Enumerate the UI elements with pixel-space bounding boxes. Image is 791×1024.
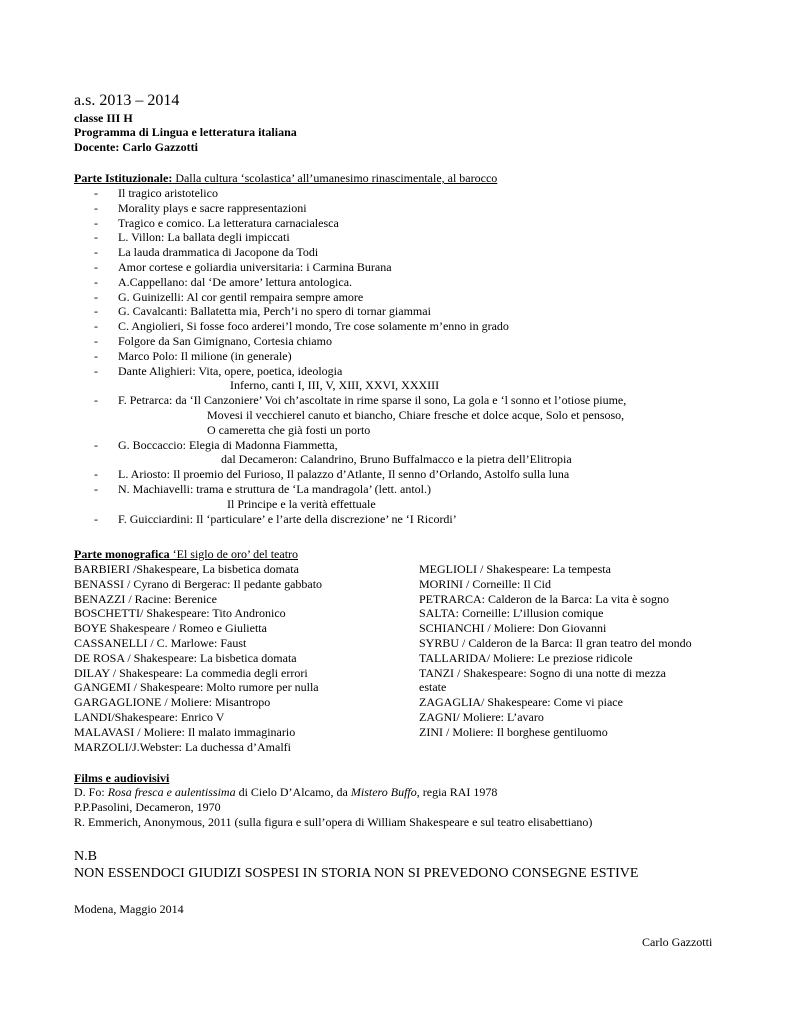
student-assignment: ZINI / Moliere: Il borghese gentiluomo [419,724,608,739]
list-item-text: F. Petrarca: da ‘Il Canzoniere’ Voi ch’ascoltate in rime sparse il sono, La gola e ‘l sonno et l’otiose piume, [118,393,627,408]
list-item-text: G. Cavalcanti: Ballatetta mia, Perch’i no spero di tornar giammai [118,304,431,319]
list-item [94,334,626,349]
bullet-dash: - [94,511,98,526]
student-assignment: estate [419,680,447,695]
bullet-dash: - [94,348,98,363]
list-item-text: Dante Alighieri: Vita, opere, poetica, ideologia [118,363,343,378]
bullet-dash: - [94,274,98,289]
student-assignment: BARBIERI /Shakespeare, La bisbetica domata [74,562,299,576]
bullet-dash: - [94,259,98,274]
list-item-text: Amor cortese e goliardia universitaria: i Carmina Burana [118,259,392,274]
list-item-continuation: Inferno, canti I, III, V, XIII, XXVI, XXXIII [230,378,440,393]
film-1-source: Mistero Buffo [350,785,417,799]
list-item-text: Tragico e comico. La letteratura carnacialesca [118,215,339,230]
student-assignment: SALTA: Corneille: L’illusion comique [419,606,604,621]
films-label: Films e audiovisivi [74,771,170,785]
list-item-text: Folgore da San Gimignano, Cortesia chiamo [118,333,332,348]
bullet-dash: - [94,467,98,482]
list-item [94,260,626,275]
film-line-3: R. Emmerich, Anonymous, 2011 (sulla figura e sull’opera di William Shakespeare e sul teatro elisabettiano) [74,815,593,829]
list-item [94,349,626,364]
list-item-text: Il tragico aristotelico [118,186,218,200]
list-item [94,482,626,512]
film-1-middle: di Cielo D’Alcamo, da [235,785,351,799]
teacher-label: Docente: Carlo Gazzotti [74,140,198,154]
bullet-dash: - [94,333,98,348]
monographic-right-column [419,562,692,740]
bullet-dash: - [94,393,98,408]
student-assignment: TANZI / Shakespeare: Sogno di una notte di mezza [419,665,666,680]
list-item-text: Marco Polo: Il milione (in generale) [118,348,292,363]
student-assignment: SYRBU / Calderon de la Barca: Il gran teatro del mondo [419,635,692,650]
list-item [94,512,626,527]
student-assignment: ZAGAGLIA/ Shakespeare: Come vi piace [419,695,623,710]
institutional-title: Dalla cultura ‘scolastica’ all’umanesimo rinascimentale, al barocco [172,171,498,185]
list-item [94,467,626,482]
monographic-label: Parte monografica [74,547,170,561]
student-assignment: PETRARCA: Calderon de la Barca: La vita è sogno [419,591,669,606]
list-item [94,393,626,437]
list-item-text: La lauda drammatica di Jacopone da Todi [118,245,319,260]
list-item [94,290,626,305]
student-assignment: MEGLIOLI / Shakespeare: La tempesta [419,562,611,576]
film-1-end: , regia RAI 1978 [416,785,498,799]
bullet-dash: - [94,481,98,496]
bullet-dash: - [94,245,98,260]
list-item-continuation: Movesi il vecchierel canuto et biancho, Chiare fresche et dolce acque, Solo et pensoso, [207,407,625,422]
student-assignment: LANDI/Shakespeare: Enrico V [74,709,225,724]
monographic-title: ‘El siglo de oro’ del teatro [169,547,299,561]
bullet-dash: - [94,363,98,378]
bullet-dash: - [94,437,98,452]
list-item [94,319,626,334]
student-assignment: BOYE Shakespeare / Romeo e Giulietta [74,621,267,636]
bullet-dash: - [94,215,98,230]
list-item-text: C. Angiolieri, Si fosse foco arderei’l mondo, Tre cose solamente m’enno in grado [118,319,509,334]
list-item-continuation: dal Decameron: Calandrino, Bruno Buffalmacco e la pietra dell’Elitropia [221,452,572,467]
monographic-left-column [74,562,322,754]
list-item [94,201,626,216]
place-date: Modena, Maggio 2014 [74,902,184,916]
student-assignment: BOSCHETTI/ Shakespeare: Tito Andronico [74,606,286,621]
class-label: classe III H [74,111,133,125]
institutional-heading [74,171,497,186]
list-item-text: N. Machiavelli: trama e struttura de ‘La mandragola’ (lett. antol.) [118,481,431,496]
bullet-dash: - [94,319,98,334]
student-assignment: GANGEMI / Shakespeare: Molto rumore per nulla [74,680,319,695]
list-item-text: G. Guinizelli: Al cor gentil rempaira sempre amore [118,289,364,304]
student-assignment: BENAZZI / Racine: Berenice [74,591,217,606]
list-item-text: L. Villon: La ballata degli impiccati [118,230,290,245]
list-item-text: A.Cappellano: dal ‘De amore’ lettura antologica. [118,274,353,289]
bullet-dash: - [94,304,98,319]
signature: Carlo Gazzotti [642,935,713,949]
list-item [94,275,626,290]
institutional-label: Parte Istituzionale: [74,171,173,185]
bullet-dash: - [94,186,98,200]
list-item-text: G. Boccaccio: Elegia di Madonna Fiammetta, [118,437,338,452]
student-assignment: ZAGNI/ Moliere: L’avaro [419,709,544,724]
film-line-2: P.P.Pasolini, Decameron, 1970 [74,800,221,814]
monographic-heading [74,547,298,562]
student-assignment: MARZOLI/J.Webster: La duchessa d’Amalfi [74,739,291,754]
list-item [94,186,626,201]
film-1-title: Rosa fresca e aulentissima [107,785,236,799]
bullet-dash: - [94,289,98,304]
nb-label: N.B [74,849,97,864]
program-title: Programma di Lingua e letteratura italiana [74,125,297,139]
bullet-dash: - [94,230,98,245]
film-1-author: D. Fo: [74,785,108,799]
list-item-text: F. Guicciardini: Il ‘particulare’ e l’arte della discrezione’ ne ‘I Ricordi’ [118,511,457,526]
list-item-text: Morality plays e sacre rappresentazioni [118,200,307,215]
list-item-continuation: Il Principe e la verità effettuale [227,496,376,511]
nb-text: NON ESSENDOCI GIUDIZI SOSPESI IN STORIA NON SI PREVEDONO CONSEGNE ESTIVE [74,866,639,881]
student-assignment: TALLARIDA/ Moliere: Le preziose ridicole [419,650,633,665]
student-assignment: DILAY / Shakespeare: La commedia degli errori [74,665,308,680]
student-assignment: DE ROSA / Shakespeare: La bisbetica domata [74,650,297,665]
films-heading [74,771,169,786]
list-item [94,216,626,231]
list-item [94,364,626,394]
student-assignment: MORINI / Corneille: Il Cid [419,576,551,591]
student-assignment: GARGAGLIONE / Moliere: Misantropo [74,695,271,710]
film-line-1 [74,785,497,800]
school-year: a.s. 2013 – 2014 [74,92,180,109]
institutional-list [94,186,626,526]
list-item [94,304,626,319]
list-item-text: L. Ariosto: Il proemio del Furioso, Il palazzo d’Atlante, Il senno d’Orlando, Astolfo sulla luna [118,467,570,482]
student-assignment: MALAVASI / Moliere: Il malato immaginario [74,724,296,739]
student-assignment: SCHIANCHI / Moliere: Don Giovanni [419,621,607,636]
list-item [94,245,626,260]
student-assignment: CASSANELLI / C. Marlowe: Faust [74,635,247,650]
list-item [94,438,626,468]
list-item [94,230,626,245]
student-assignment: BENASSI / Cyrano di Bergerac: Il pedante gabbato [74,576,323,591]
bullet-dash: - [94,200,98,215]
list-item-continuation: O cameretta che già fosti un porto [207,422,371,437]
